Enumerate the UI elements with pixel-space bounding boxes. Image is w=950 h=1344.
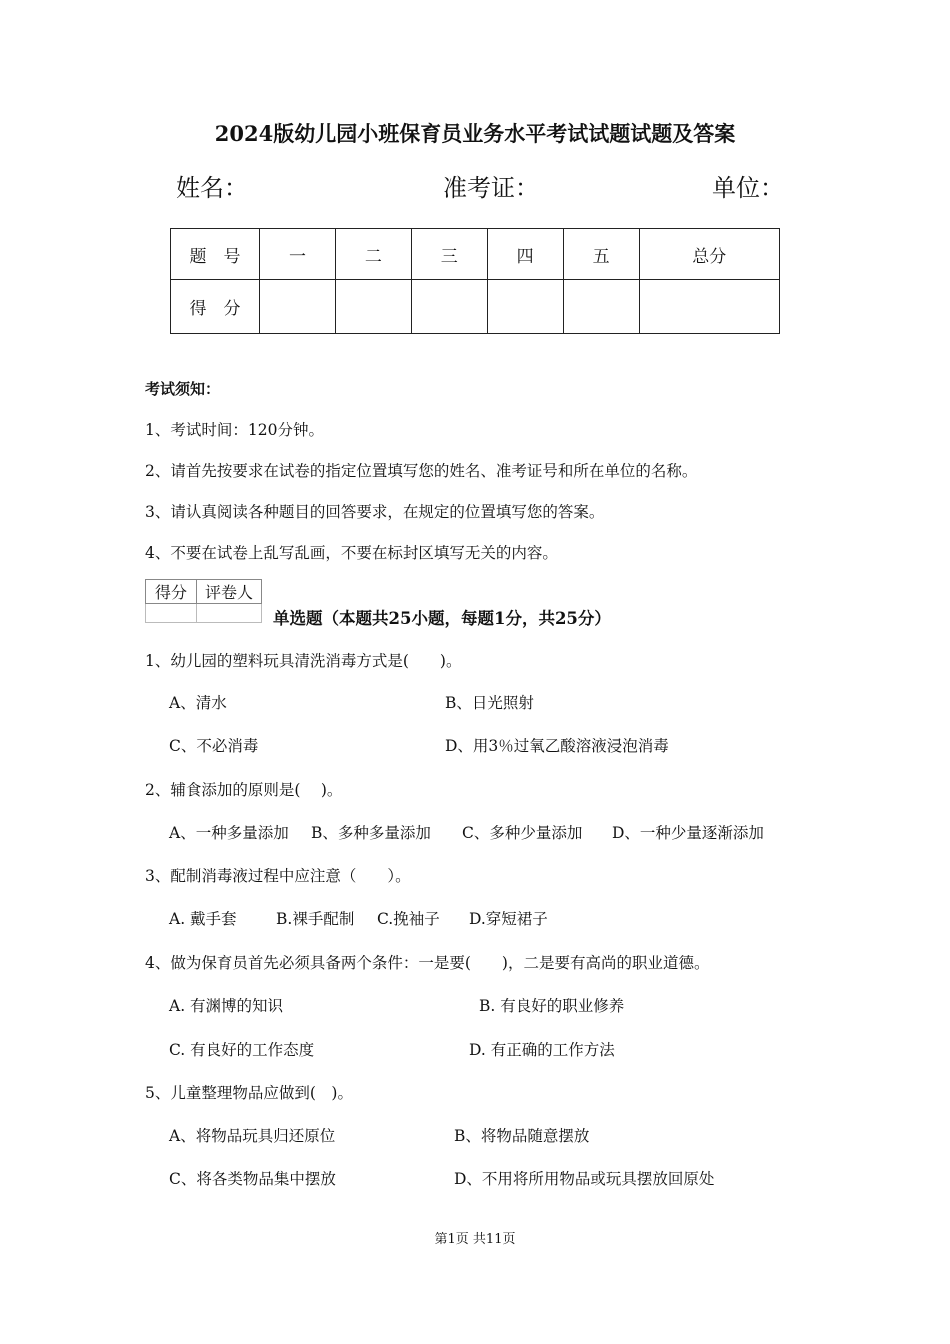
option: D、一种少量逐渐添加 bbox=[612, 824, 764, 842]
score-table-score-row bbox=[171, 280, 780, 334]
option: C. 有良好的工作态度 bbox=[169, 1041, 315, 1059]
option: B. 有良好的职业修养 bbox=[479, 997, 625, 1015]
option: C、不必消毒 bbox=[169, 737, 259, 755]
option: A、清水 bbox=[169, 694, 227, 712]
option: D、不用将所用物品或玩具摆放回原处 bbox=[454, 1170, 715, 1188]
score-table-header-cell: 三 bbox=[411, 229, 487, 280]
option: A、将物品玩具归还原位 bbox=[169, 1127, 336, 1145]
score-row-label: 得 分 bbox=[171, 280, 260, 334]
score-table-header-cell: 题 号 bbox=[171, 229, 260, 280]
grader-score-label: 得分 bbox=[146, 580, 197, 604]
score-cell[interactable] bbox=[411, 280, 487, 334]
score-cell[interactable] bbox=[260, 280, 336, 334]
option: D. 有正确的工作方法 bbox=[469, 1041, 615, 1059]
question-stem: 1、幼儿园的塑料玩具清洗消毒方式是( )。 bbox=[145, 652, 462, 670]
grader-box bbox=[145, 579, 262, 623]
option: B、多种多量添加 bbox=[311, 824, 431, 842]
score-cell[interactable] bbox=[487, 280, 563, 334]
grader-score-cell[interactable] bbox=[146, 604, 197, 623]
notice-item: 3、请认真阅读各种题目的回答要求，在规定的位置填写您的答案。 bbox=[145, 503, 605, 521]
score-cell[interactable] bbox=[335, 280, 411, 334]
option: B、日光照射 bbox=[445, 694, 534, 712]
notice-item: 1、考试时间：120分钟。 bbox=[145, 421, 324, 439]
option: D.穿短裙子 bbox=[469, 910, 548, 928]
document-title: 2024版幼儿园小班保育员业务水平考试试题试题及答案 bbox=[214, 121, 736, 146]
exam-id-field-label: 准考证： bbox=[443, 174, 539, 202]
question-stem: 5、儿童整理物品应做到( )。 bbox=[145, 1084, 353, 1102]
notice-item: 2、请首先按要求在试卷的指定位置填写您的姓名、准考证号和所在单位的名称。 bbox=[145, 462, 698, 480]
score-cell[interactable] bbox=[639, 280, 779, 334]
score-table-header-cell: 四 bbox=[487, 229, 563, 280]
score-cell[interactable] bbox=[563, 280, 639, 334]
option: B.裸手配制 bbox=[276, 910, 355, 928]
option: B、将物品随意摆放 bbox=[454, 1127, 590, 1145]
page-footer: 第1页 共11页 bbox=[434, 1232, 516, 1247]
question-stem: 2、辅食添加的原则是( )。 bbox=[145, 781, 343, 799]
option: C、将各类物品集中摆放 bbox=[169, 1170, 336, 1188]
unit-field-label: 单位： bbox=[712, 174, 784, 202]
option: A. 戴手套 bbox=[169, 910, 237, 928]
option: C、多种少量添加 bbox=[462, 824, 583, 842]
option: A、一种多量添加 bbox=[169, 824, 289, 842]
section-heading: 单选题（本题共25小题，每题1分，共25分） bbox=[273, 609, 611, 628]
option: C.挽袖子 bbox=[377, 910, 440, 928]
score-table-header-cell: 五 bbox=[563, 229, 639, 280]
notice-item: 4、不要在试卷上乱写乱画，不要在标封区填写无关的内容。 bbox=[145, 544, 558, 562]
score-table bbox=[170, 228, 780, 334]
score-table-header-cell: 总分 bbox=[639, 229, 779, 280]
score-table-header-row bbox=[171, 229, 780, 280]
grader-name-label: 评卷人 bbox=[197, 580, 262, 604]
question-stem: 4、做为保育员首先必须具备两个条件：一是要( )，二是要有高尚的职业道德。 bbox=[145, 954, 710, 972]
name-field-label: 姓名： bbox=[176, 174, 248, 202]
question-stem: 3、配制消毒液过程中应注意（ ）。 bbox=[145, 867, 411, 885]
notice-heading: 考试须知： bbox=[145, 380, 221, 398]
option: A. 有渊博的知识 bbox=[169, 997, 284, 1015]
score-table-header-cell: 一 bbox=[260, 229, 336, 280]
grader-name-cell[interactable] bbox=[197, 604, 262, 623]
option: D、用3％过氧乙酸溶液浸泡消毒 bbox=[445, 737, 669, 755]
score-table-header-cell: 二 bbox=[335, 229, 411, 280]
